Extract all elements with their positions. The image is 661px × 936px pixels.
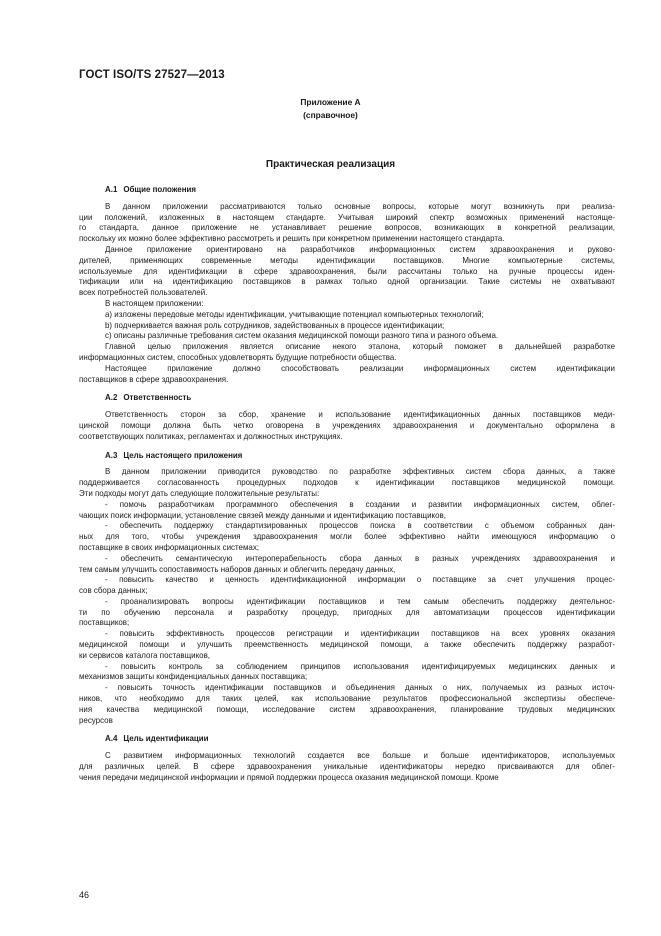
section-number: А.4 [105,734,118,744]
text-line: - повысить точность идентификации поставщиков и объединения данных о них, получаемых из разных источ- [105,683,615,693]
section-heading [79,451,615,462]
text-line: информационных систем, способных удовлетворять будущие потребности общества. [79,352,397,362]
text-line: b) подчеркивается важная роль сотрудников, задействованных в процессе идентификации; [105,320,445,330]
paragraph [79,554,615,576]
text-line: медицинской помощи и улучшить преемственность медицинской помощи, а также обеспечить поддержку разработ- [79,640,615,650]
paragraph [79,662,615,684]
text-line: Эти подходы могут дать следующие положительные результаты: [79,488,320,498]
section-heading [79,393,615,404]
appendix-heading [0,96,661,122]
text-line: В данном приложении рассматриваются только основные вопросы, которые могут возникнуть при реализа- [105,201,615,211]
text-line: поскольку их можно более эффективно рассмотреть и решить при конкретном применении настоящего стандарта. [79,234,505,244]
text-line: чения передачи медицинской информации и прямой поддержки процесса оказания медицинской помощи. Кроме [79,772,499,782]
paragraph [79,575,615,597]
section-title: Цель идентификации [123,734,209,744]
section-number: А.2 [105,393,118,403]
paragraph [79,321,615,332]
text-line: - помочь разработчикам программного обеспечения в создании и развитии информационных систем, облег- [105,499,615,509]
text-line: ных для того, чтобы учреждения здравоохранения могли более эффективно найти имеющуюся информацию о [79,532,615,542]
paragraph [79,342,615,364]
text-line: поставщиков; [79,618,130,628]
text-line: а) изложены передовые методы идентификации, учитывающие потенциал компьютерных технологий; [105,309,484,319]
paragraph [79,751,615,783]
text-line: - повысить контроль за соблюдением принципов использования идентифицируемых медицинских данных и [105,661,615,671]
section-title: Цель настоящего приложения [123,450,243,460]
section-number: А.1 [105,185,118,194]
page-number: 46 [79,890,90,900]
paragraph [79,202,615,245]
text-line: соответствующих политиках, регламентах и должностных инструкциях. [79,431,343,441]
text-line: тификации или на идентификацию поставщиков в рамках только одной организации. Такие системы не охватывают [79,277,615,287]
text-line: поддерживается согласованность процедурных подходов к идентификации поставщиков медицинской помощи. [79,478,615,488]
text-line: механизмов защиты конфиденциальных данных поставщика; [79,672,308,682]
text-line: цинской помощи должна быть четко оговорена в учреждениях здравоохранения и документально оформлена в [79,420,615,430]
text-line: ресурсов [79,715,113,725]
text-line: Ответственность сторон за сбор, хранение и использование идентификационных данных поставщиков меди- [105,410,615,420]
text-line: - обеспечить семантическую интероперабельность сбора данных в разных учреждениях здравоохранения и [105,553,615,563]
text-line: поставщиков в сфере здравоохранения. [79,374,229,384]
text-line: ния качества медицинской помощи, исследование систем здравоохранения, планирование трудовых медицинских [79,704,615,714]
text-line: ти по обучению персонала и разработку процедур, пригодных для автоматизации процессов идентификации [79,607,615,617]
section-title: Общие положения [123,185,197,194]
text-line: - проанализировать вопросы идентификации поставщиков и тем самым обеспечить поддержку деятельнос- [105,596,615,606]
paragraph [79,467,615,499]
text-line: поставщике в своих информационных системах; [79,542,260,552]
paragraph [79,364,615,386]
document-body [79,185,615,784]
text-line: В данном приложении приводится руководство по разработке эффективных систем сбора данных, а также [105,467,615,477]
text-line: - обеспечить поддержку стандартизированных процессов поиска в соответствии с объемом собранных дан- [105,521,615,531]
text-line: Главной целью приложения является описание некого эталона, который поможет в дальнейшей разработке [105,342,615,352]
paragraph [79,629,615,661]
section-title: Ответственность [123,393,192,403]
text-line: ции положений, изложенных в настоящем стандарте. Учитывая широкий спектр возможных применений настояще- [79,212,615,222]
text-line: тем самым улучшить сопоставимость наборов данных и облегчить передачу данных, [79,564,396,574]
text-line: для различных целей. В сфере здравоохранения уникальные идентификаторы нередко присваиваются для облег- [79,762,615,772]
text-line: с) описаны различные требования систем оказания медицинской помощи разного типа и разного объема. [105,331,499,341]
paragraph [79,331,615,342]
paragraph [79,500,615,522]
appendix-kind: (справочное) [303,110,358,120]
paragraph [79,299,615,310]
text-line: - повысить эффективность процессов регистрации и идентификации поставщиков на всех уровнях оказания [105,629,615,639]
paragraph [79,597,615,629]
paragraph [79,410,615,442]
text-line: используемые для идентификации в сфере здравоохранения, были рассчитаны только на ручные процессы иден- [79,266,615,276]
paragraph [79,521,615,553]
paragraph [79,245,615,299]
text-line: сов сбора данных; [79,586,148,596]
text-line: всех потребностей пользователей. [79,288,208,298]
section-heading [79,185,615,196]
text-line: С развитием информационных технологий создается все больше и больше идентификаторов, используемых [105,751,615,761]
text-line: чающих поиск информации, установление связей между данными и идентификацию поставщиков, [79,510,446,520]
section-heading [79,734,615,745]
page-title: Практическая реализация [265,159,396,170]
appendix-label: Приложение А [300,97,361,107]
text-line: В настоящем приложении: [105,298,204,308]
text-line: го стандарта, данное приложение не устанавливает решение вопросов, возникающих в конкретной реализации, [79,223,615,233]
text-line: ников, что необходимо для таких целей, как использование результатов профессиональной экспертизы обеспече- [79,694,615,704]
text-line: Настоящее приложение должно способствовать реализации информационных систем идентификации [105,363,615,373]
text-line: дителей, применяющих современные методы идентификации поставщиков. Многие компьютерные системы, [79,255,615,265]
paragraph [79,310,615,321]
paragraph [79,683,615,726]
section-number: А.3 [105,450,118,460]
text-line: Данное приложение ориентировано на разработчиков информационных систем здравоохранения и руково- [105,244,615,254]
text-line: - повысить качество и ценность идентификационной информации о поставщике за счет улучшения процес- [105,575,615,585]
text-line: ки сервисов каталога поставщиков, [79,650,210,660]
document-header: ГОСТ ISO/TS 27527—2013 [79,69,225,81]
